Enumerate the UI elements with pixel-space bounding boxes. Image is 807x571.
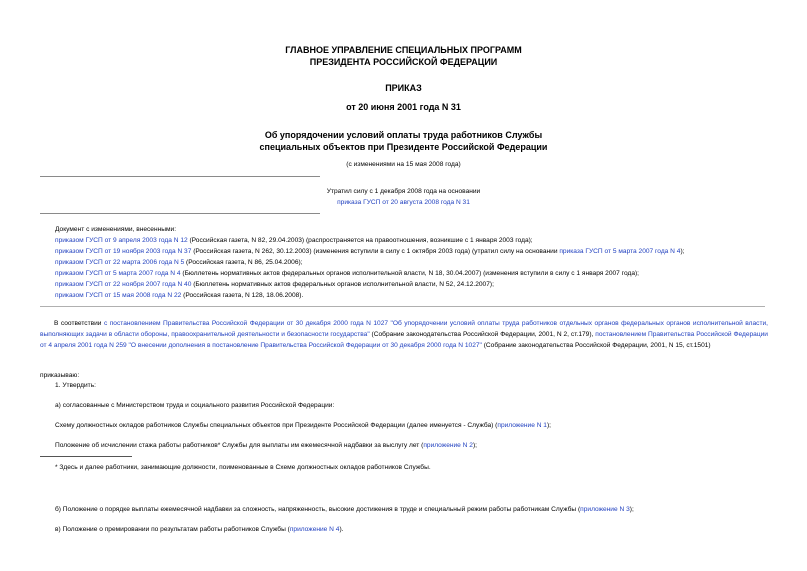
status-link-line [0, 197, 807, 208]
clause-b: б) Положение о порядке выплаты ежемесячной надбавки за сложность, напряженность, высокие достижения в труде и специальный режим работы работникам Службы (приложение N 3); [55, 506, 634, 513]
stazh-item: Положение об исчислении стажа работы работников* Службы для выплаты им ежемесячной надбавки за выслугу лет (приложение N 2); [55, 442, 477, 449]
change-item: приказом ГУСП от 15 мая 2008 года N 22 (Российская газета, N 128, 18.06.2008). [55, 292, 304, 299]
footnote: * Здесь и далее работники, занимающие должности, поименованные в Схеме должностных окладов работников Службы. [55, 464, 431, 471]
doc-type: ПРИКАЗ [385, 83, 422, 93]
change-link[interactable]: приказом ГУСП от 22 ноября 2007 года N 40 [55, 281, 192, 288]
clause-1: 1. Утвердить: [55, 382, 96, 389]
change-item: приказом ГУСП от 22 ноября 2007 года N 40 (Бюллетень нормативных актов федеральных органов исполнительной власти, N 52, 24.12.2007); [55, 281, 494, 288]
clause-v: в) Положение о премировании по результатам работы работников Службы (приложение N 4). [55, 526, 344, 533]
clause-a: а) согласованные с Министерством труда и социального развития Российской Федерации: [55, 402, 335, 409]
decree-1027-link[interactable]: с постановлением Правительства Российской Федерации от 30 декабря 2000 года N 1027 "Об упорядочении условий оплаты труда работников отдельных органов федеральных органов исполнительной власти, выполняющих задачи в области обороны, правоохранительной деятельности и безопасности государства" [40, 320, 768, 338]
change-item: приказом ГУСП от 9 апреля 2003 года N 12 (Российская газета, N 82, 29.04.2003) (распространяется на правоотношения, возникшие с 1 января 2003 года); [55, 237, 533, 244]
divider [40, 176, 320, 177]
doc-date: от 20 июня 2001 года N 31 [346, 102, 461, 112]
preamble-paragraph: В соответствии с постановлением Правительства Российской Федерации от 30 декабря 2000 года N 1027 "Об упорядочении условий оплаты труда работников отдельных органов федеральных органов исполнительной власти, выполняющих задачи в области обороны, правоохранительной деятельности и безопасности государства" (Собрание законодательства Российской Федерации, 2001, N 2, ст.179), постановлением Правительства Российской Федерации от 4 апреля 2001 года N 259 "О внесении дополнения в постановление Правительства Российской Федерации от 30 декабря 2000 года N 1027" (Собрание законодательства Российской Федерации, 2001, N 15, ст.1501) [40, 320, 768, 349]
change-link[interactable]: приказа ГУСП от 5 марта 2007 года N 4 [559, 248, 681, 255]
appendix-3-link[interactable]: приложение N 3 [580, 506, 630, 513]
org-name-line2: ПРЕЗИДЕНТА РОССИЙСКОЙ ФЕДЕРАЦИИ [309, 57, 498, 67]
change-link[interactable]: приказом ГУСП от 9 апреля 2003 года N 12 [55, 237, 188, 244]
org-name-line1: ГЛАВНОЕ УПРАВЛЕНИЕ СПЕЦИАЛЬНЫХ ПРОГРАММ [285, 45, 522, 55]
change-link[interactable]: приказом ГУСП от 15 мая 2008 года N 22 [55, 292, 182, 299]
change-item: приказом ГУСП от 19 ноября 2003 года N 37 (Российская газета, N 262, 30.12.2003) (изменения вступили в силу с 1 октября 2003 года) (утратил силу на основании приказа ГУСП от 5 марта 2007 года N 4); [55, 248, 685, 255]
decree-259-link[interactable]: постановлением Правительства Российской Федерации от 4 апреля 2001 года N 259 "О внесении дополнения в постановление Правительства Российской Федерации от 30 декабря 2000 года N 1027" [40, 331, 768, 349]
status-line: Утратил силу с 1 декабря 2008 года на основании [326, 188, 481, 195]
change-item: приказом ГУСП от 22 марта 2006 года N 5 (Российская газета, N 86, 25.04.2006); [55, 259, 303, 266]
order-word: приказываю: [40, 372, 80, 379]
footnote-divider [40, 456, 132, 457]
divider [40, 306, 765, 307]
appendix-1-link[interactable]: приложение N 1 [497, 422, 547, 429]
appendix-2-link[interactable]: приложение N 2 [423, 442, 473, 449]
changes-intro: Документ с изменениями, внесенными: [55, 226, 177, 233]
change-item: приказом ГУСП от 5 марта 2007 года N 4 (Бюллетень нормативных актов федеральных органов исполнительной власти, N 18, 30.04.2007) (изменения вступили в силу с 1 января 2007 года); [55, 270, 640, 277]
doc-subject-line1: Об упорядочении условий оплаты труда работников Службы [264, 130, 543, 140]
scheme-item: Схему должностных окладов работников Службы специальных объектов при Президенте Российской Федерации (далее именуется - Служба) (приложение N 1); [55, 422, 552, 429]
doc-subject-line2: специальных объектов при Президенте Российской Федерации [259, 142, 548, 152]
change-link[interactable]: приказом ГУСП от 5 марта 2007 года N 4 [55, 270, 181, 277]
amended-note: (с изменениями на 15 мая 2008 года) [346, 161, 461, 168]
appendix-4-link[interactable]: приложение N 4 [289, 526, 340, 533]
divider [40, 213, 320, 214]
repeal-order-link[interactable]: приказа ГУСП от 20 августа 2008 года N 31 [337, 199, 470, 206]
change-link[interactable]: приказом ГУСП от 19 ноября 2003 года N 37 [55, 248, 192, 255]
change-link[interactable]: приказом ГУСП от 22 марта 2006 года N 5 [55, 259, 185, 266]
